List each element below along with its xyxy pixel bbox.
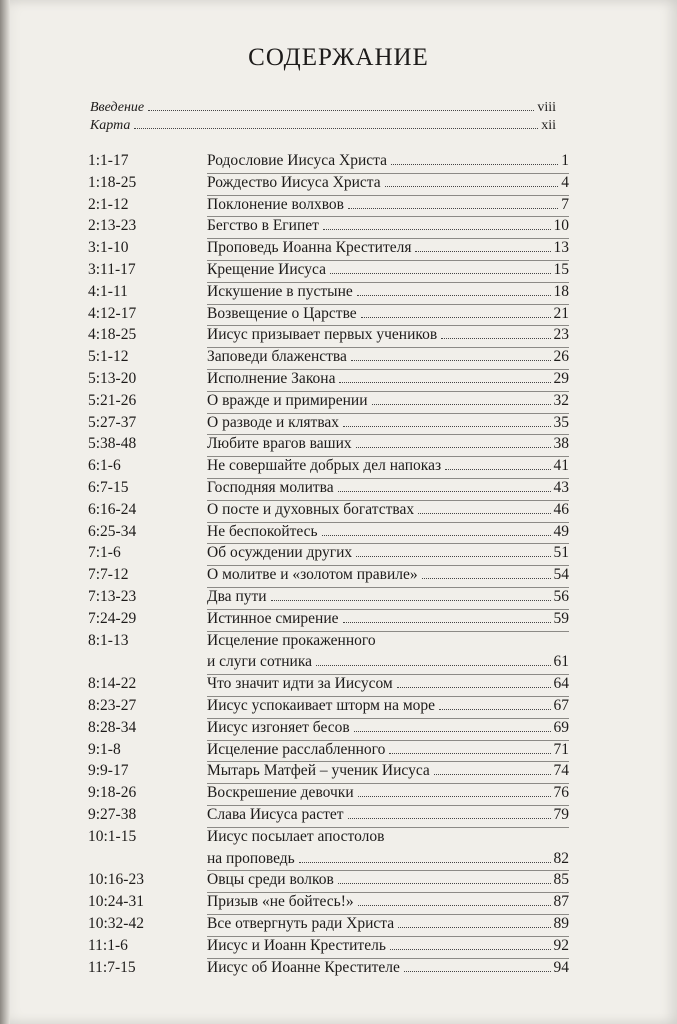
toc-entry-body (207, 261, 569, 283)
dot-leader (389, 753, 550, 754)
front-matter-title: Карта (90, 118, 131, 133)
toc-page-number: 15 (553, 261, 569, 278)
toc-page-number: 35 (553, 413, 569, 431)
toc-title-line (207, 326, 569, 348)
toc-entry-body (207, 784, 569, 806)
toc-reference: 7:13-23 (88, 588, 137, 605)
toc-title: Истинное смирение (207, 609, 339, 627)
toc-title: Все отвергнуть ради Христа (207, 915, 395, 932)
toc-reference: 9:27-38 (88, 806, 137, 823)
toc-title: Иисус и Иоанн Креститель (207, 936, 386, 954)
toc-reference: 9:1-8 (88, 740, 121, 758)
dot-leader (372, 404, 551, 405)
dot-leader (385, 186, 559, 187)
toc-title-line (207, 217, 569, 239)
toc-reference: 8:14-22 (88, 675, 137, 693)
toc-page-number: 76 (553, 784, 569, 802)
dot-leader (338, 883, 551, 884)
toc-title: Заповеди блаженства (207, 348, 347, 366)
dot-leader (271, 600, 551, 601)
toc-entry-body (207, 414, 569, 436)
toc-title: Проповедь Иоанна Крестителя (207, 239, 412, 257)
front-matter-title: Введение (90, 100, 145, 115)
dot-leader (339, 382, 550, 383)
toc-title: Искушение в пустыне (207, 282, 353, 300)
toc-reference: 5:13-20 (88, 370, 137, 387)
toc-page-number: 1 (561, 152, 569, 169)
dot-leader (422, 578, 551, 579)
front-matter-page: viii (537, 100, 556, 115)
dot-leader (357, 295, 551, 296)
toc-entry-body (207, 152, 569, 174)
toc-title-line (207, 196, 569, 218)
dot-leader (343, 426, 550, 427)
toc-entry-body (207, 915, 569, 937)
toc-title: Бегство в Египет (207, 217, 319, 235)
toc-reference: 4:1-11 (88, 282, 128, 300)
toc-title: Исцеление расслабленного (207, 740, 386, 758)
toc-entry-body (207, 283, 569, 305)
toc-reference: 3:11-17 (88, 261, 136, 278)
toc-title-line (207, 871, 569, 893)
toc-reference: 10:24-31 (88, 893, 144, 911)
toc-reference: 1:1-17 (88, 152, 129, 169)
toc-title-line (207, 348, 569, 370)
toc-page-number: 46 (553, 500, 569, 518)
dot-leader (361, 317, 551, 318)
toc-title-line (207, 762, 569, 784)
toc-reference: 9:9-17 (88, 762, 129, 780)
toc-page-number: 89 (553, 915, 569, 932)
toc-entry-body (207, 632, 569, 676)
toc-entry-body (207, 675, 569, 697)
toc-page-number: 71 (553, 740, 569, 758)
toc-title-line (207, 566, 569, 588)
toc-title-line (207, 741, 569, 763)
dot-leader (343, 622, 551, 623)
toc-title-line (207, 632, 569, 654)
toc-page-number: 69 (553, 718, 569, 736)
toc-reference: 6:16-24 (88, 500, 137, 518)
toc-entry-body (207, 566, 569, 588)
toc-page-number: 74 (553, 762, 569, 780)
toc-page-number: 85 (553, 871, 569, 889)
toc-entry-body (207, 828, 569, 872)
dot-leader (348, 818, 551, 819)
toc-title-line (207, 806, 569, 828)
toc-entry-body (207, 959, 569, 981)
dot-leader (398, 927, 550, 928)
toc-title: Не беспокойтесь (207, 522, 318, 540)
toc-page-number: 4 (561, 173, 569, 191)
toc-page-number: 56 (553, 588, 569, 605)
toc-page-number: 49 (553, 522, 569, 540)
toc-page-number: 94 (553, 958, 569, 976)
toc-page-number: 29 (553, 370, 569, 387)
dot-leader (415, 251, 550, 252)
toc-title-line (207, 479, 569, 501)
toc-entry-body (207, 697, 569, 719)
toc-title-line (207, 719, 569, 741)
toc-title: Исполнение Закона (207, 370, 336, 387)
toc-reference: 7:7-12 (88, 566, 129, 584)
toc-reference: 5:38-48 (88, 435, 137, 453)
toc-reference: 8:23-27 (88, 697, 137, 714)
toc-title-line (207, 370, 569, 392)
toc-title: Возвещение о Царстве (207, 304, 357, 322)
dot-leader (299, 862, 551, 863)
toc-entry-body (207, 348, 569, 370)
toc-title: О молитве и «золотом правиле» (207, 566, 418, 584)
toc-title-line (207, 784, 569, 806)
toc-title: Поклонение волхвов (207, 195, 345, 213)
toc-entry-body (207, 435, 569, 457)
toc-title: О посте и духовных богатствах (207, 500, 415, 518)
toc-title-line (207, 697, 569, 719)
toc-reference: 7:1-6 (88, 544, 121, 562)
dot-leader (397, 687, 551, 688)
toc-reference: 11:1-6 (88, 936, 128, 954)
toc-page-number: 7 (561, 195, 569, 213)
toc-reference: 4:12-17 (88, 304, 137, 322)
toc-title: Об осуждении других (207, 544, 353, 562)
toc-title-line (207, 937, 569, 959)
dot-leader (391, 164, 558, 165)
toc-title-line (207, 239, 569, 261)
toc-entry-body (207, 937, 569, 959)
dot-leader (351, 360, 551, 361)
toc-page-number: 18 (553, 282, 569, 300)
front-matter-item (90, 118, 556, 136)
toc-reference: 10:1-15 (88, 827, 137, 845)
toc-title: О разводе и клятвах (207, 413, 340, 431)
dot-leader (434, 774, 551, 775)
toc-page-number: 38 (553, 435, 569, 453)
toc-page-number: 23 (553, 326, 569, 344)
toc-title: Иисус призывает первых учеников (207, 326, 438, 344)
toc-title-line (207, 675, 569, 697)
toc-page-number: 82 (553, 849, 569, 867)
front-matter-item (90, 100, 556, 118)
page-gutter-shadow (0, 0, 10, 1024)
toc-reference: 4:18-25 (88, 326, 137, 344)
toc-reference: 11:7-15 (88, 958, 136, 976)
page-title: СОДЕРЖАНИЕ (248, 44, 429, 71)
toc-title: Исцеление прокаженного (207, 631, 376, 649)
toc-page-number: 51 (553, 544, 569, 562)
toc-reference: 8:1-13 (88, 631, 129, 649)
toc-title: Рождество Иисуса Христа (207, 173, 381, 191)
toc-title: Слава Иисуса растет (207, 806, 344, 823)
toc-page-number: 61 (553, 653, 569, 671)
toc-page-number: 54 (553, 566, 569, 584)
toc-reference: 6:25-34 (88, 522, 137, 540)
toc-title-line (207, 653, 569, 675)
toc-entry-body (207, 762, 569, 784)
toc-title-line (207, 152, 569, 174)
toc-entry-body (207, 370, 569, 392)
toc-entry-body (207, 741, 569, 763)
toc-title: на проповедь (207, 849, 295, 867)
toc-reference: 6:1-6 (88, 457, 121, 475)
dot-leader (390, 949, 551, 950)
toc-title-line (207, 893, 569, 915)
dot-leader (148, 110, 534, 111)
toc-title: Иисус успокаивает шторм на море (207, 697, 436, 714)
toc-page-number: 87 (553, 893, 569, 911)
front-matter-page: xii (541, 118, 556, 133)
toc-reference: 2:1-12 (88, 195, 129, 213)
toc-title: Иисус об Иоанне Крестителе (207, 958, 400, 976)
toc-entry-body (207, 196, 569, 218)
toc-title-line (207, 392, 569, 414)
toc-entry-body (207, 871, 569, 893)
dot-leader (356, 556, 550, 557)
toc-entry-body (207, 501, 569, 523)
toc-title: Не совершайте добрых дел напоказ (207, 457, 442, 475)
toc-title-line (207, 435, 569, 457)
toc-title-line (207, 828, 569, 850)
dot-leader (358, 905, 551, 906)
toc-title-line (207, 523, 569, 545)
dot-leader (348, 208, 558, 209)
toc-title-line (207, 850, 569, 872)
toc-reference: 10:16-23 (88, 871, 144, 889)
toc-title: Иисус изгоняет бесов (207, 718, 350, 736)
toc-reference: 3:1-10 (88, 239, 129, 257)
dot-leader (358, 796, 551, 797)
toc-title-line (207, 305, 569, 327)
toc-entry-body (207, 239, 569, 261)
toc-title-line (207, 544, 569, 566)
toc-reference: 8:28-34 (88, 718, 137, 736)
toc-entry-body (207, 457, 569, 479)
toc-page-number: 32 (553, 391, 569, 409)
toc-entry-body (207, 326, 569, 348)
toc-title-line (207, 610, 569, 632)
toc-title-line (207, 915, 569, 937)
toc-title-line (207, 501, 569, 523)
toc-entry-body (207, 479, 569, 501)
toc-entry-body (207, 719, 569, 741)
toc-title-line (207, 457, 569, 479)
dot-leader (316, 665, 550, 666)
toc-entry-body (207, 806, 569, 828)
toc-entry-body (207, 544, 569, 566)
dot-leader (338, 491, 551, 492)
toc-page-number: 64 (553, 675, 569, 693)
dot-leader (439, 709, 550, 710)
dot-leader (322, 535, 551, 536)
toc-reference: 5:21-26 (88, 391, 137, 409)
dot-leader (354, 731, 551, 732)
toc-reference: 5:27-37 (88, 413, 137, 431)
dot-leader (356, 447, 551, 448)
toc-entry-body (207, 523, 569, 545)
dot-leader (404, 971, 551, 972)
toc-reference: 5:1-12 (88, 348, 129, 366)
toc-entry-body (207, 588, 569, 610)
toc-title: О вражде и примирении (207, 391, 368, 409)
toc-page-number: 41 (553, 457, 569, 475)
toc-reference: 10:32-42 (88, 915, 144, 932)
dot-leader (330, 273, 551, 274)
dot-leader (445, 469, 550, 470)
toc-title: Родословие Иисуса Христа (207, 152, 387, 169)
dot-leader (441, 338, 550, 339)
toc-title: Что значит идти за Иисусом (207, 675, 393, 693)
toc-entry-body (207, 893, 569, 915)
toc-reference: 6:7-15 (88, 479, 129, 496)
toc-title: Иисус посылает апостолов (207, 827, 385, 845)
toc-title: Воскрешение девочки (207, 784, 354, 802)
toc-entry-body (207, 305, 569, 327)
toc-reference: 9:18-26 (88, 784, 137, 802)
toc-title-line (207, 174, 569, 196)
toc-entry-body (207, 174, 569, 196)
toc-page-number: 79 (553, 806, 569, 823)
toc-page-number: 67 (553, 697, 569, 714)
toc-entry-body (207, 392, 569, 414)
toc-entry-body (207, 217, 569, 239)
toc-reference: 2:13-23 (88, 217, 137, 235)
toc-reference: 7:24-29 (88, 609, 137, 627)
toc-title-line (207, 588, 569, 610)
toc-title: Призыв «не бойтесь!» (207, 893, 354, 911)
toc-page-number: 43 (553, 479, 569, 496)
toc-title: и слуги сотника (207, 653, 313, 671)
dot-leader (323, 229, 551, 230)
toc-page-number: 26 (553, 348, 569, 366)
toc-page-number: 13 (553, 239, 569, 257)
toc-title-line (207, 283, 569, 305)
toc-title: Мытарь Матфей – ученик Иисуса (207, 762, 430, 780)
toc-title-line (207, 959, 569, 981)
toc-page-number: 21 (553, 304, 569, 322)
toc-title: Любите врагов ваших (207, 435, 352, 453)
toc-title: Господняя молитва (207, 479, 334, 496)
front-matter-list (90, 100, 556, 136)
toc-entry-body (207, 610, 569, 632)
toc-title-line (207, 414, 569, 436)
toc-page-number: 92 (553, 936, 569, 954)
toc-reference: 1:18-25 (88, 173, 137, 191)
toc-page-number: 59 (553, 609, 569, 627)
dot-leader (418, 513, 550, 514)
dot-leader (134, 128, 538, 129)
toc-title: Крещение Иисуса (207, 261, 326, 278)
toc-title: Овцы среди волков (207, 871, 334, 889)
toc-page-number: 10 (553, 217, 569, 235)
toc-title-line (207, 261, 569, 283)
toc-title: Два пути (207, 588, 267, 605)
